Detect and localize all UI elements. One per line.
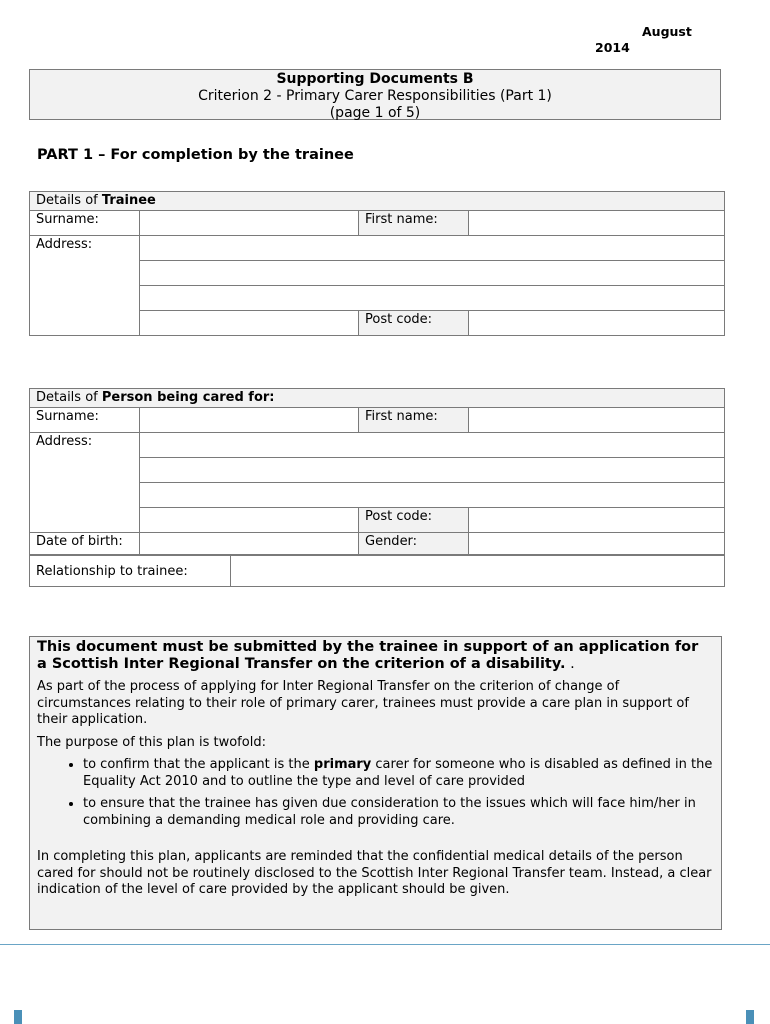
gender-label: Gender: <box>359 533 469 555</box>
cared-first-name-field[interactable] <box>469 408 725 433</box>
gender-field[interactable] <box>469 533 725 555</box>
purpose-item-confirm: • to confirm that the applicant is the primary carer for someone who is disabled as defined in the Equality Act 2010 and to outline the type and level of care provided <box>83 757 713 790</box>
page-corner-marker-right <box>746 1010 754 1024</box>
cared-address-line-1[interactable] <box>140 433 725 458</box>
info-paragraph-process: As part of the process of applying for Inter Regional Transfer on the criterion of change of circumstances relating to their role of primary carer, trainees must provide a care plan in support of their application. <box>37 679 689 727</box>
relationship-field[interactable] <box>231 556 725 587</box>
info-paragraph-confidentiality: In completing this plan, applicants are reminded that the confidential medical details of the person cared for should not be routinely disclosed to the Scottish Inter Regional Transfer team. Instead, a clear indication of the level of care provided by the applicant should be given. <box>37 849 712 897</box>
cared-address-line-2[interactable] <box>140 458 725 483</box>
cared-address-label: Address: <box>30 433 140 533</box>
document-subtitle: Criterion 2 - Primary Carer Responsibilities (Part 1) <box>198 88 552 104</box>
trainee-address-line-4[interactable] <box>140 311 359 336</box>
info-paragraph-purpose: The purpose of this plan is twofold: <box>37 734 266 750</box>
trainee-post-code-field[interactable] <box>469 311 725 336</box>
purpose-item-ensure: • to ensure that the trainee has given due consideration to the issues which will face him/her in combining a demanding medical role and providing care. <box>83 796 713 829</box>
cared-section-heading: Details of Person being cared for: <box>30 389 725 408</box>
submission-notice: This document must be submitted by the trainee in support of an application for a Scottish Inter Regional Transfer on the criterion of a disability. . <box>37 639 699 672</box>
page-indicator: (page 1 of 5) <box>329 105 421 121</box>
cared-post-code-field[interactable] <box>469 508 725 533</box>
trainee-first-name-field[interactable] <box>469 211 725 236</box>
trainee-details-table <box>29 191 725 336</box>
title-box <box>29 69 721 120</box>
date-of-birth-label: Date of birth: <box>30 533 140 555</box>
cared-address-line-4[interactable] <box>140 508 359 533</box>
page-corner-marker-left <box>14 1010 22 1024</box>
trainee-section-heading: Details of Trainee <box>30 192 725 211</box>
trainee-address-line-2[interactable] <box>140 261 725 286</box>
trainee-address-line-3[interactable] <box>140 286 725 311</box>
cared-surname-label: Surname: <box>30 408 140 433</box>
cared-first-name-label: First name: <box>359 408 469 433</box>
date-of-birth-field[interactable] <box>140 533 359 555</box>
part-heading: PART 1 – For completion by the trainee <box>37 147 354 163</box>
trainee-post-code-label: Post code: <box>359 311 469 336</box>
information-box <box>29 636 722 930</box>
header-date-year: 2014 <box>595 40 630 55</box>
trainee-first-name-label: First name: <box>359 211 469 236</box>
document-title: Supporting Documents B <box>276 71 474 87</box>
cared-person-details-table <box>29 388 725 555</box>
trainee-surname-field[interactable] <box>140 211 359 236</box>
relationship-table <box>29 555 725 587</box>
footer-divider <box>0 944 770 945</box>
trainee-address-label: Address: <box>30 236 140 336</box>
trainee-address-line-1[interactable] <box>140 236 725 261</box>
relationship-label: Relationship to trainee: <box>30 556 231 587</box>
header-date-month: August <box>642 24 692 39</box>
purpose-list <box>37 757 713 829</box>
cared-surname-field[interactable] <box>140 408 359 433</box>
cared-address-line-3[interactable] <box>140 483 725 508</box>
trainee-surname-label: Surname: <box>30 211 140 236</box>
cared-post-code-label: Post code: <box>359 508 469 533</box>
